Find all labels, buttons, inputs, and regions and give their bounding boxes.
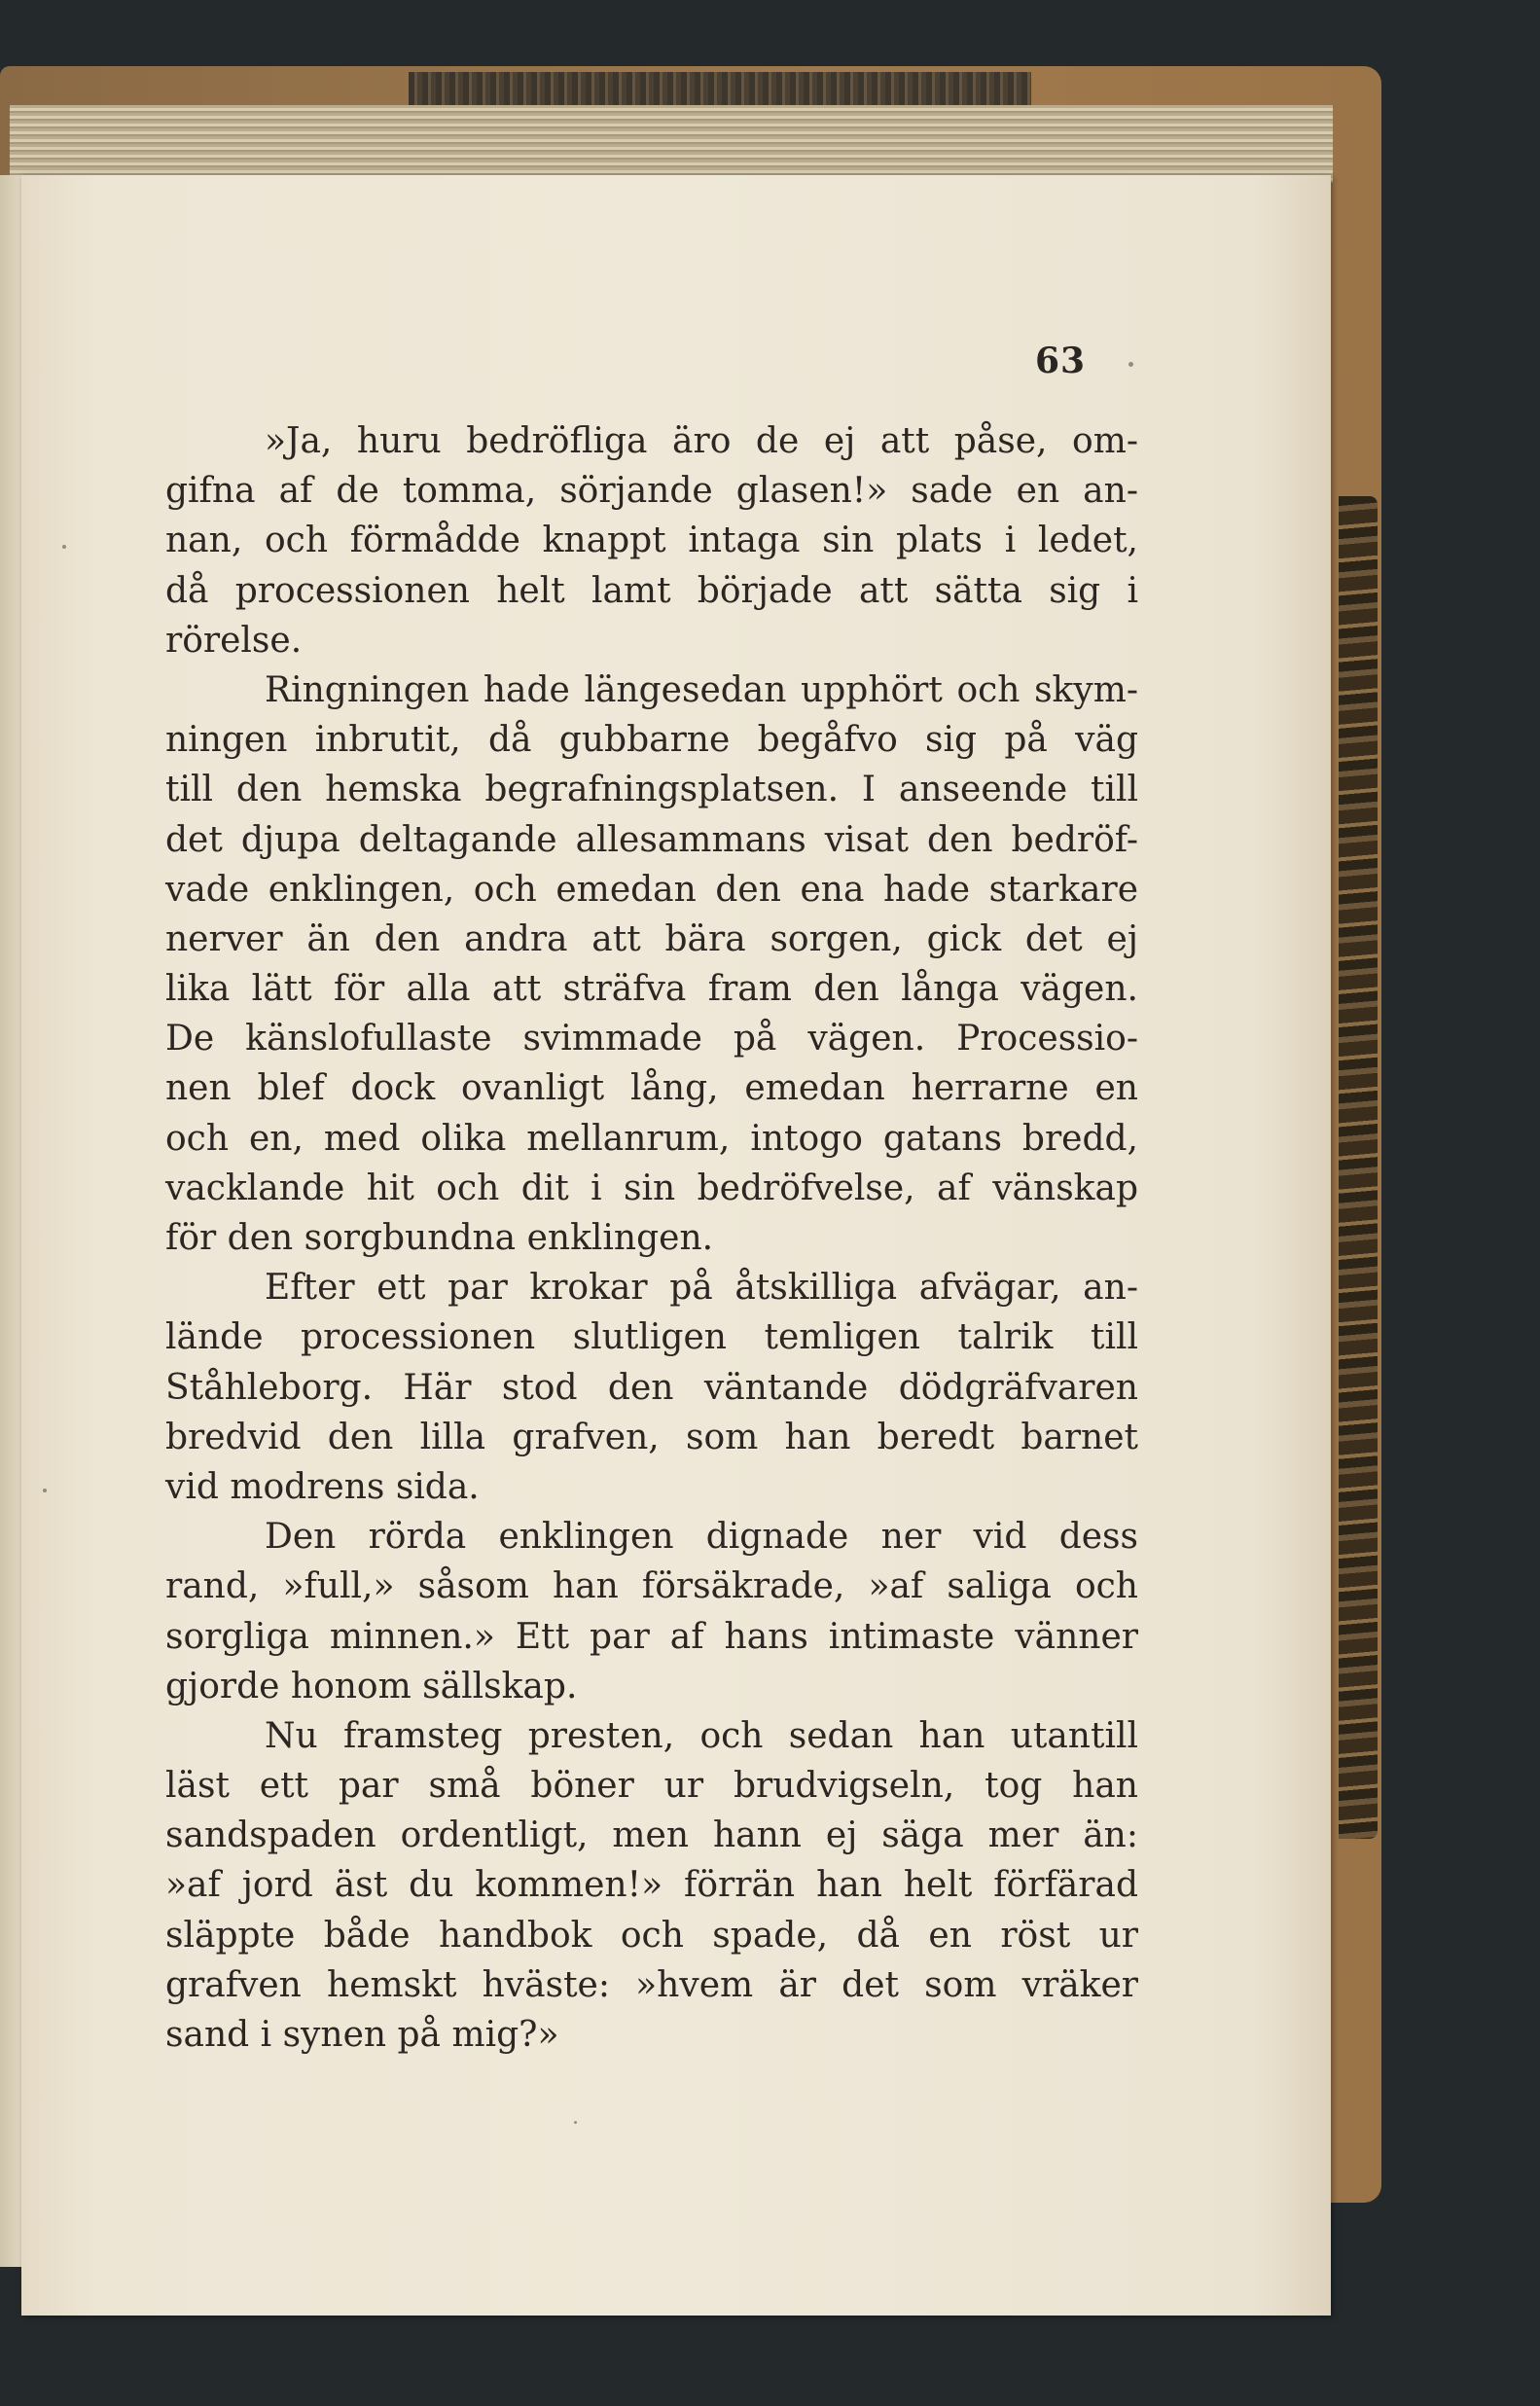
text-line: sandspaden ordentligt, men hann ej säga mer än: [165, 1815, 1138, 1856]
page-text [165, 416, 1138, 2060]
paragraph [165, 665, 1138, 1263]
text-line: Nu framsteg presten, och sedan han utantill [265, 1715, 1138, 1756]
text-line: bredvid den lilla grafven, som han beredt barnet [165, 1417, 1138, 1457]
text-line: nan, och förmådde knappt intaga sin plats i ledet, [165, 521, 1138, 561]
text-line: släppte både handbok och spade, då en röst ur [165, 1915, 1138, 1956]
text-line: ningen inbrutit, då gubbarne begåfvo sig på väg [165, 720, 1138, 761]
text-line: lika lätt för alla att sträfva fram den långa vägen. [165, 969, 1138, 1010]
text-line: vade enklingen, och emedan den ena hade starkare [165, 869, 1138, 910]
text-line: gifna af de tomma, sörjande glasen!» sade en an- [165, 471, 1138, 512]
text-line: sorgliga minnen.» Ett par af hans intimaste vänner [165, 1616, 1138, 1657]
text-line: Efter ett par krokar på åtskilliga afvägar, an- [265, 1268, 1138, 1309]
paper-speck [574, 2121, 577, 2124]
text-line: för den sorgbundna enklingen. [165, 1218, 714, 1258]
text-line: De känslofullaste svimmade på vägen. Processio- [165, 1019, 1138, 1059]
paragraph [165, 416, 1138, 665]
text-line: »af jord äst du kommen!» förrän han helt förfärad [165, 1865, 1138, 1906]
text-line: »Ja, huru bedröfliga äro de ej att påse, om- [265, 421, 1138, 461]
text-line: Ringningen hade längesedan upphört och skym- [265, 669, 1138, 710]
text-line: sand i synen på mig?» [165, 2015, 559, 2055]
text-line: rörelse. [165, 620, 303, 661]
text-line: grafven hemskt hväste: »hvem är det som vräker [165, 1964, 1138, 2005]
book-spine-top-texture [409, 72, 1031, 107]
text-line: och en, med olika mellanrum, intogo gatans bredd, [165, 1118, 1138, 1159]
text-line: det djupa deltagande allesammans visat den bedröf- [165, 819, 1138, 860]
text-line: Ståhleborg. Här stod den väntande dödgräfvaren [165, 1367, 1138, 1408]
text-line: lände processionen slutligen temligen talrik till [165, 1317, 1138, 1358]
text-line: rand, »full,» såsom han försäkrade, »af saliga och [165, 1566, 1138, 1607]
text-line: då processionen helt lamt började att sätta sig i [165, 570, 1138, 611]
marbled-edge [1339, 496, 1378, 1839]
paper-speck [1128, 362, 1133, 367]
paragraph [165, 1512, 1138, 1711]
page-gutter [0, 175, 23, 2267]
text-line: nerver än den andra att bära sorgen, gick det ej [165, 918, 1138, 959]
paper-speck [62, 545, 66, 549]
text-line: till den hemska begrafningsplatsen. I anseende till [165, 770, 1138, 810]
text-line: läst ett par små böner ur brudvigseln, tog han [165, 1766, 1138, 1807]
paragraph [165, 1711, 1138, 2060]
text-line: gjorde honom sällskap. [165, 1666, 578, 1706]
text-line: vacklande hit och dit i sin bedröfvelse, af vänskap [165, 1167, 1138, 1208]
page-edges [10, 105, 1333, 183]
paper-speck [43, 1489, 47, 1492]
page-number: 63 [1035, 341, 1087, 381]
text-line: vid modrens sida. [165, 1466, 480, 1507]
text-line: Den rörda enklingen dignade ner vid dess [265, 1517, 1138, 1558]
text-line: nen blef dock ovanligt lång, emedan herrarne en [165, 1068, 1138, 1109]
paragraph [165, 1263, 1138, 1512]
